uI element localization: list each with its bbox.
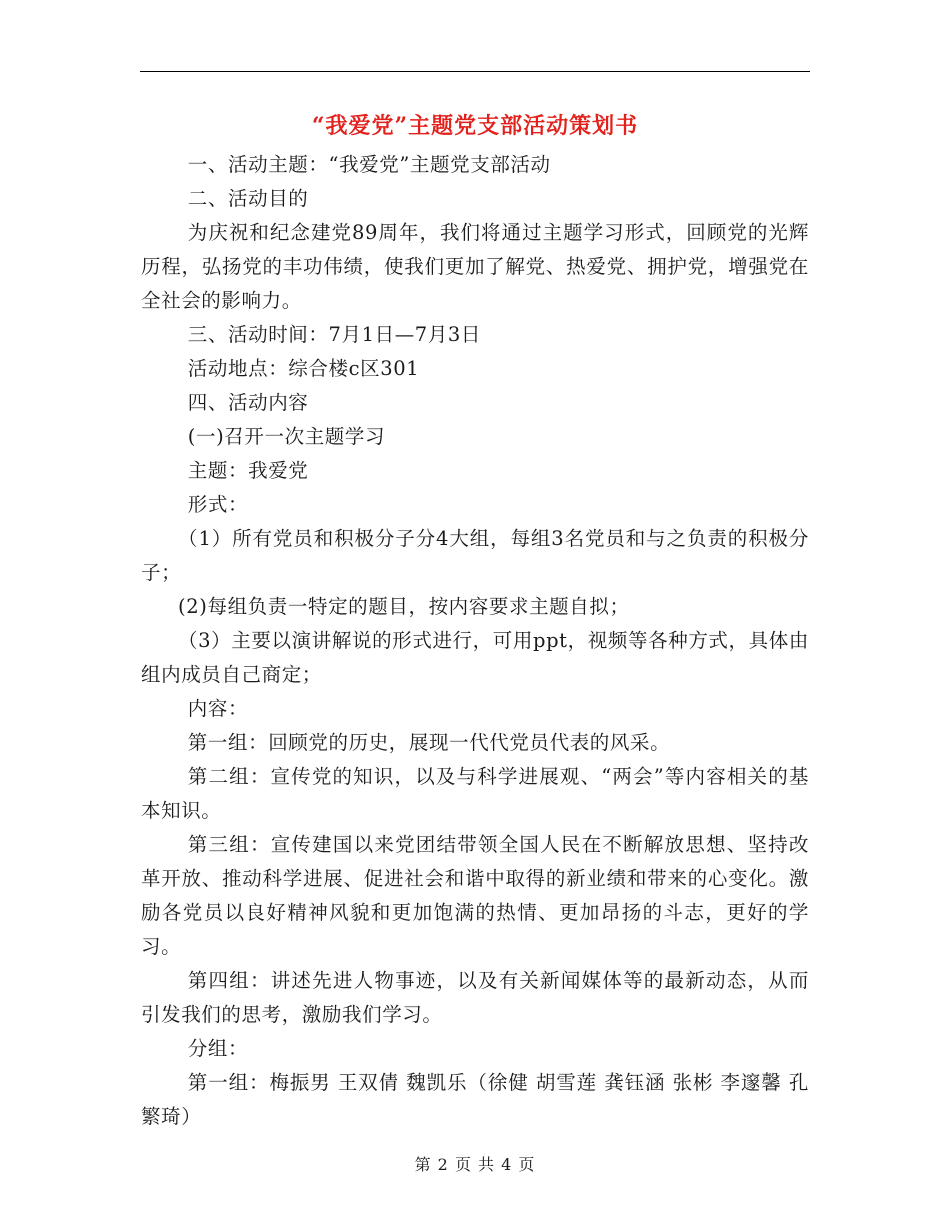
document-body xyxy=(141,148,809,1134)
form-item-2: (2)每组负责一特定的题目，按内容要求主题自拟； xyxy=(178,595,630,618)
group-4-content: 第四组：讲述先进人物事迹，以及有关新闻媒体等的最新动态，从而引发我们的思考，激励我们学习。 xyxy=(141,969,809,1026)
page-footer: 第 2 页 共 4 页 xyxy=(414,1155,536,1174)
header-rule xyxy=(140,71,810,72)
location-line: 活动地点：综合楼c区301 xyxy=(187,357,420,380)
group-3-content: 第三组：宣传建国以来党团结带领全国人民在不断解放思想、坚持改革开放、推动科学进展、促进社会和谐中取得的新业绩和带来的心变化。激励各党员以良好精神风貌和更加饱满的热情、更加昂扬的斗志，更好的学习。 xyxy=(141,833,809,958)
form-label: 形式： xyxy=(187,493,249,516)
group-1-members: 第一组：梅振男 王双倩 魏凯乐（徐健 胡雪莲 龚钰涵 张彬 李邃馨 孔繁琦） xyxy=(141,1071,809,1128)
subsection-study: (一)召开一次主题学习 xyxy=(187,425,386,448)
content-label: 内容： xyxy=(187,697,249,720)
group-1-content: 第一组：回顾党的历史，展现一代代党员代表的风采。 xyxy=(187,731,671,754)
section-heading-purpose: 二、活动目的 xyxy=(187,187,309,210)
section-heading-theme: 一、活动主题：“我爱党”主题党支部活动 xyxy=(187,153,551,176)
group-2-content: 第二组：宣传党的知识，以及与科学进展观、“两会”等内容相关的基本知识。 xyxy=(141,765,809,822)
section-heading-time: 三、活动时间：7月1日—7月3日 xyxy=(187,323,482,346)
form-item-1: （1）所有党员和积极分子分4大组，每组3名党员和与之负责的积极分子； xyxy=(141,527,809,584)
topic-line: 主题：我爱党 xyxy=(187,459,309,482)
section-heading-content: 四、活动内容 xyxy=(187,391,309,414)
document-title: “我爱党”主题党支部活动策划书 xyxy=(311,113,639,139)
form-item-3: （3）主要以演讲解说的形式进行，可用ppt，视频等各种方式，具体由组内成员自己商定； xyxy=(141,629,809,686)
grouping-label: 分组： xyxy=(187,1037,249,1060)
purpose-paragraph: 为庆祝和纪念建党89周年，我们将通过主题学习形式，回顾党的光辉历程，弘扬党的丰功伟绩，使我们更加了解党、热爱党、拥护党，增强党在全社会的影响力。 xyxy=(141,221,809,312)
